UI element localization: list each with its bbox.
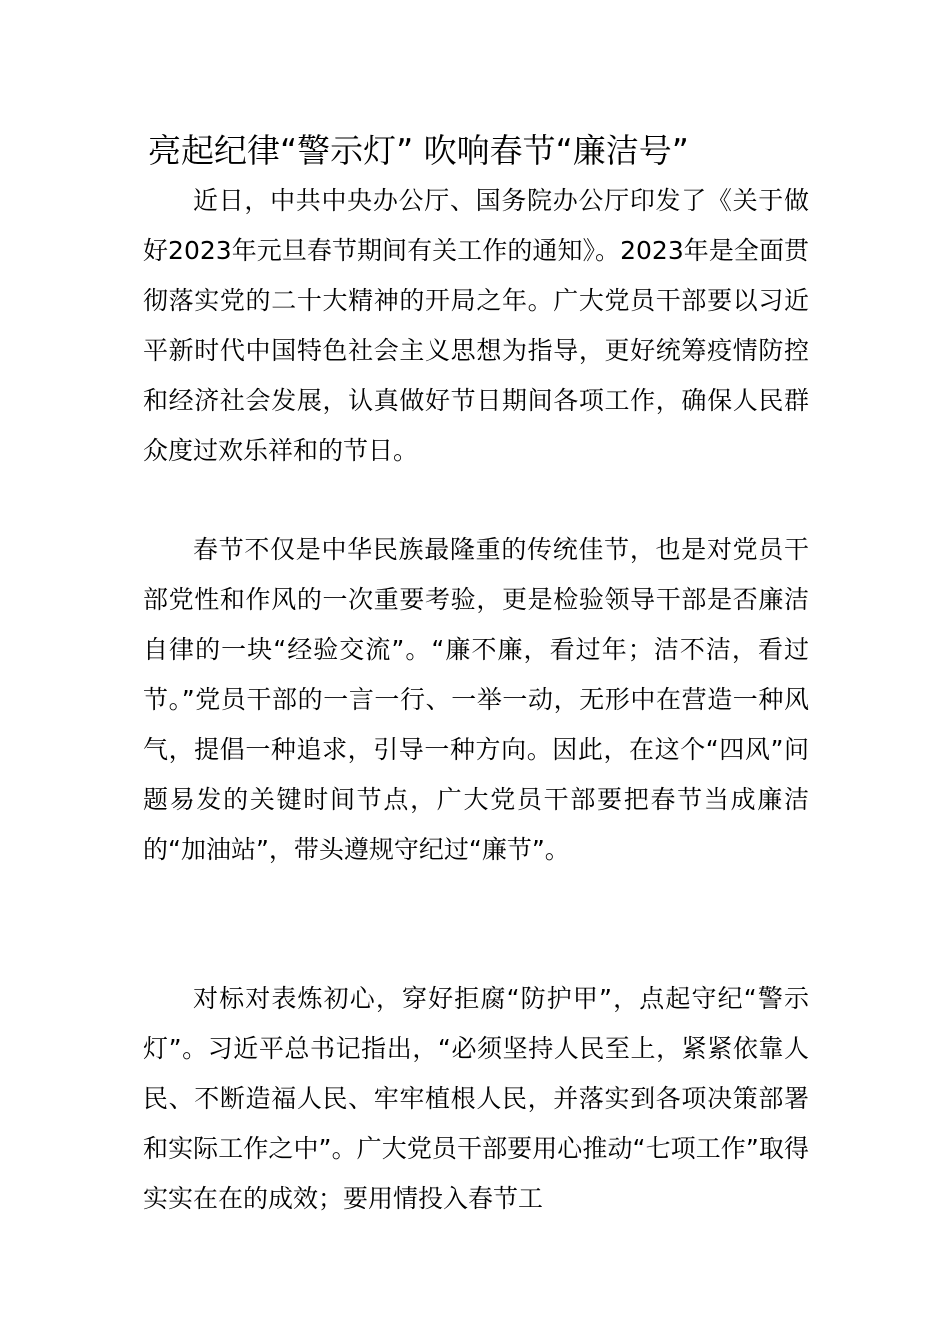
paragraph-1: 近日，中共中央办公厅、国务院办公厅印发了《关于做好2023年元旦春节期间有关工作的通知》。2023年是全面贯彻落实党的二十大精神的开局之年。广大党员干部要以习近平新时代中国特色社会主义思想为指导，更好统筹疫情防控和经济社会发展，认真做好节日期间各项工作，确保人民群众度过欢乐祥和的节日。 <box>143 186 809 465</box>
paragraph-3: 对标对表炼初心，穿好拒腐“防护甲”，点起守纪“警示灯”。习近平总书记指出，“必须坚持人民至上，紧紧依靠人民、不断造福人民、牢牢植根人民，并落实到各项决策部署和实际工作之中”。广大党员干部要用心推动“七项工作”取得实实在在的成效；要用情投入春节工 <box>143 984 809 1213</box>
paragraph-2: 春节不仅是中华民族最隆重的传统佳节，也是对党员干部党性和作风的一次重要考验，更是检验领导干部是否廉洁自律的一块“经验交流”。“廉不廉，看过年；洁不洁，看过节。”党员干部的一言一行、一举一动，无形中在营造一种风气，提倡一种追求，引导一种方向。因此，在这个“四风”问题易发的关键时间节点，广大党员干部要把春节当成廉洁的“加油站”，带头遵规守纪过“廉节”。 <box>143 535 809 864</box>
document-title: 亮起纪律“警示灯” 吹响春节“廉洁号” <box>148 131 689 170</box>
